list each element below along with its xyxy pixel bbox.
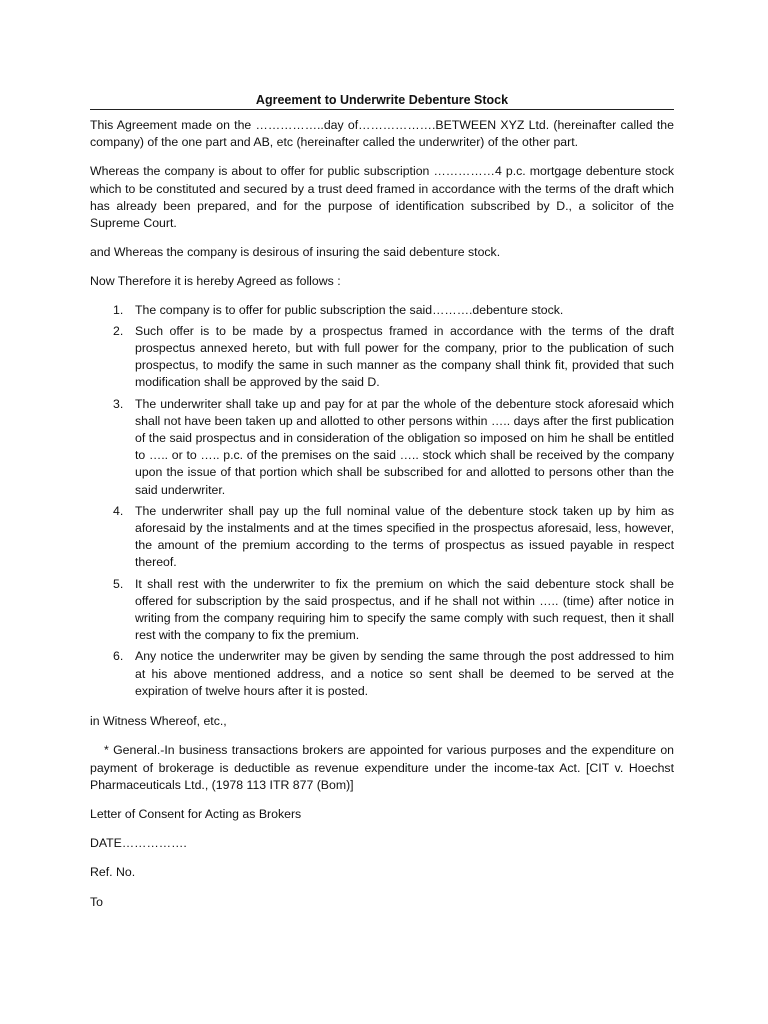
letter-heading: Letter of Consent for Acting as Brokers xyxy=(90,806,302,821)
whereas-paragraph-2: and Whereas the company is desirous of insuring the said debenture stock. xyxy=(90,245,501,260)
addressee-line: To xyxy=(90,894,103,909)
clause-number: 6. xyxy=(113,649,124,664)
clause-text: Any notice the underwriter may be given by sending the same through the post addressed to him at his above mentioned address, and a notice so sent shall be deemed to be served at the expiration of twelve hours after it is posted. xyxy=(135,649,674,698)
reference-number-line: Ref. No. xyxy=(90,865,136,880)
clause-item xyxy=(90,302,674,319)
date-line: DATE……………. xyxy=(90,836,187,851)
clause-item xyxy=(90,576,674,645)
whereas-paragraph-1: Whereas the company is about to offer for public subscription ……………4 p.c. mortgage debenture stock which to be constituted and secured by a trust deed framed in accordance with the terms of the draft which has already been prepared, and for the purpose of identification subscribed by D., a solicitor of the Supreme Court. xyxy=(90,164,674,231)
clause-item xyxy=(90,396,674,499)
clause-text: The company is to offer for public subscription the said……….debenture stock. xyxy=(135,302,564,317)
clause-number: 5. xyxy=(113,576,124,591)
clause-number: 4. xyxy=(113,503,124,518)
clause-text: Such offer is to be made by a prospectus framed in accordance with the terms of the draft prospectus annexed hereto, but with full power for the company, prior to the publication of such prospectus, to modify the same in such manner as the company shall think fit, provided that such modification shall be approved by the said D. xyxy=(135,323,674,390)
clause-text: The underwriter shall take up and pay for at par the whole of the debenture stock aforesaid which shall not have been taken up and allotted to other persons within ….. days after the first publication of the said prospectus and in consideration of the obligation so imposed on him he shall be entitled to ….. or to ….. p.c. of the premises on the said ….. stock which shall be received by the company upon the issue of that portion which shall be subscribed for and allotted to persons other than the said underwriter. xyxy=(135,396,674,497)
clause-number: 1. xyxy=(113,302,124,317)
intro-paragraph: This Agreement made on the ……………..day of……………….BETWEEN XYZ Ltd. (hereinafter called the company) of the one part and AB, etc (hereinafter called the underwriter) of the other part. xyxy=(90,118,674,150)
clause-number: 2. xyxy=(113,323,124,338)
agreement-lead-in: Now Therefore it is hereby Agreed as follows : xyxy=(90,274,341,289)
footnote-paragraph: * General.-In business transactions brokers are appointed for various purposes and the expenditure on payment of brokerage is deductible as revenue expenditure under the income-tax Act. [CIT v. Hoechst Pharmaceuticals Ltd., (1978 113 ITR 877 (Bom)] xyxy=(90,743,674,792)
clause-list xyxy=(90,302,674,700)
clause-item xyxy=(90,503,674,572)
witness-line: in Witness Whereof, etc., xyxy=(90,714,227,729)
clause-number: 3. xyxy=(113,396,124,411)
document-title: Agreement to Underwrite Debenture Stock xyxy=(90,92,674,110)
clause-text: The underwriter shall pay up the full nominal value of the debenture stock taken up by him as aforesaid by the instalments and at the times specified in the prospectus aforesaid, less, however, the amount of the premium according to the terms of prospectus as issued payable in respect thereof. xyxy=(135,503,674,570)
clause-item xyxy=(90,648,674,700)
clause-text: It shall rest with the underwriter to fix the premium on which the said debenture stock shall be offered for subscription by the said prospectus, and if he shall not within ….. (time) after notice in writing from the company requiring him to specify the same comply with such request, then it shall rest with the company to fix the premium. xyxy=(135,576,674,643)
clause-item xyxy=(90,323,674,392)
